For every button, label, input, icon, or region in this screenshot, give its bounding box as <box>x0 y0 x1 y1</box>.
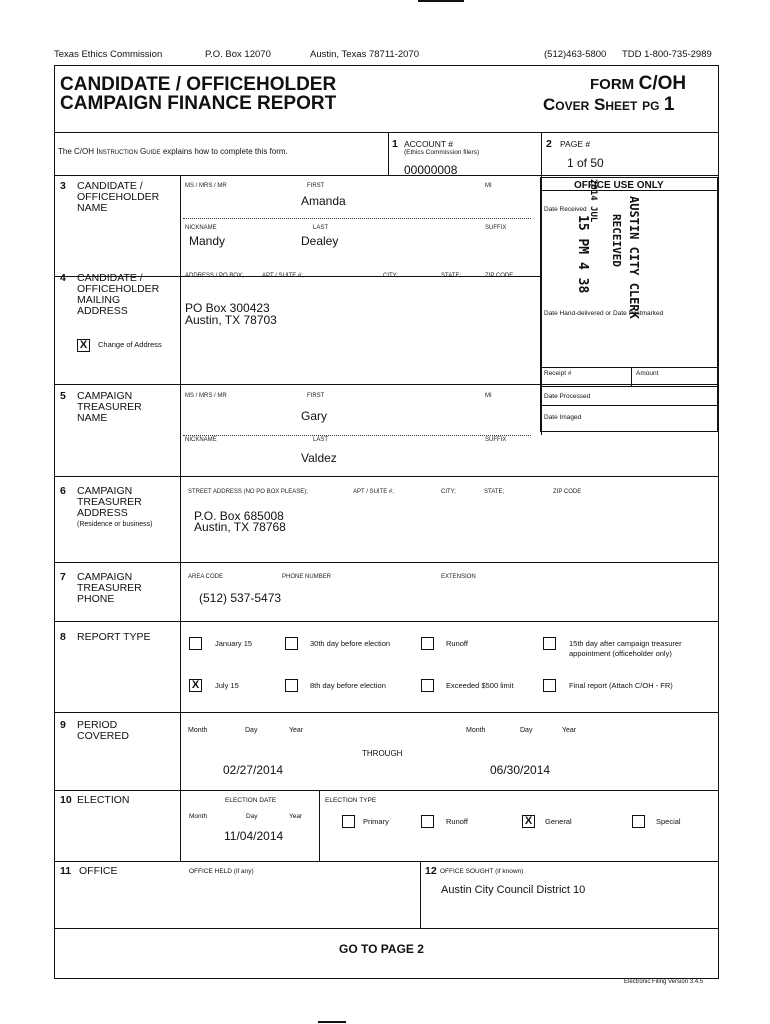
s5-nick-label: NICKNAME <box>185 437 217 443</box>
s5-l3: NAME <box>77 412 108 424</box>
section4-num: 4 <box>60 272 66 284</box>
s7-ext-label: EXTENSION <box>441 574 476 580</box>
exceeded-label: Exceeded $500 limit <box>446 681 514 690</box>
page-value: 1 of 50 <box>567 156 604 170</box>
section7-num: 7 <box>60 571 66 583</box>
s3-first-label: FIRST <box>307 183 325 189</box>
section8-num: 8 <box>60 631 66 643</box>
account-sub: (Ethics Commission filers) <box>404 149 480 156</box>
mailing-address-line1: PO Box 300423 <box>185 301 270 315</box>
s6-zip-label: ZIP CODE <box>553 489 582 495</box>
instruction-suffix: explains how to complete this form. <box>160 147 288 156</box>
form-id <box>590 73 686 95</box>
section10-label: ELECTION <box>77 794 130 806</box>
page-num-label-num: 2 <box>546 138 552 150</box>
election-month-label: Month <box>189 813 208 820</box>
section5-num: 5 <box>60 390 66 402</box>
s6-l1: CAMPAIGN <box>77 485 133 497</box>
instruction-guide: Instruction Guide <box>96 147 161 156</box>
s4-l2: OFFICEHOLDER <box>77 283 160 295</box>
instruction-prefix: The C/OH <box>58 147 95 156</box>
s7-area-label: AREA CODE <box>188 574 224 580</box>
election-year-label: Year <box>289 813 303 820</box>
form-prefix: FORM <box>590 76 635 93</box>
account-label: ACCOUNT # <box>404 139 453 149</box>
s4-apt-label: APT / SUITE #; <box>262 273 303 279</box>
primary-checkbox[interactable] <box>342 815 355 828</box>
jan15-label: January 15 <box>215 639 253 648</box>
day30-checkbox[interactable] <box>285 637 298 650</box>
section3-label <box>77 181 159 214</box>
final-report-label: Final report (Attach C/OH - FR) <box>569 681 673 690</box>
section6-num: 6 <box>60 485 66 497</box>
section3-num: 3 <box>60 180 66 192</box>
s3-ms-label: MS / MRS / MR <box>185 183 227 189</box>
s5-l1: CAMPAIGN <box>77 390 133 402</box>
s4-l4: ADDRESS <box>77 305 128 317</box>
s9-l1: PERIOD <box>77 719 118 731</box>
agency-tdd: TDD 1-800-735-2989 <box>622 49 712 60</box>
special-checkbox[interactable] <box>632 815 645 828</box>
treasurer-address-line1: P.O. Box 685008 <box>194 509 284 523</box>
cover-page-num: 1 <box>663 94 675 115</box>
day30-label: 30th day before election <box>310 639 391 648</box>
election-date: 11/04/2014 <box>224 829 284 843</box>
day15-label-a: 15th day after campaign treasurer <box>569 639 682 648</box>
jan15-checkbox[interactable] <box>189 637 202 650</box>
section11-label: OFFICE <box>79 865 118 877</box>
received-stamp-date: 15 PM 4 38 <box>575 215 590 294</box>
election-date-label: ELECTION DATE <box>225 797 277 804</box>
s7-l3: PHONE <box>77 593 115 605</box>
special-label: Special <box>656 817 681 826</box>
day8-label: 8th day before election <box>310 681 386 690</box>
office-use-title: OFFICE USE ONLY <box>574 180 664 191</box>
agency-name: Texas Ethics Commission <box>54 49 163 60</box>
s7-l2: TREASURER <box>77 582 142 594</box>
s6-l4: (Residence or business) <box>77 521 153 528</box>
election-type-label: ELECTION TYPE <box>325 797 377 804</box>
section10-num: 10 <box>60 794 72 806</box>
s5-last-label: LAST <box>313 437 329 443</box>
general-checkbox[interactable]: X <box>522 815 535 828</box>
runoff-report-checkbox[interactable] <box>421 637 434 650</box>
s4-city-label: CITY; <box>383 273 398 279</box>
runoff-report-label: Runoff <box>446 639 468 648</box>
s7-phone-label: PHONE NUMBER <box>282 574 332 580</box>
primary-label: Primary <box>363 817 389 826</box>
cover-label: Cover Sheet pg <box>543 95 660 114</box>
page-label: PAGE # <box>560 139 591 149</box>
go-to-page-2: GO TO PAGE 2 <box>339 942 424 956</box>
s3-l1: CANDIDATE / <box>77 180 143 192</box>
date-hand-label: Date Hand-delivered or Date Postmarked <box>544 310 664 317</box>
s6-city-label: CITY; <box>441 489 456 495</box>
top-edge-mark <box>418 0 464 2</box>
period-from-date: 02/27/2014 <box>223 763 284 777</box>
s6-l2: TREASURER <box>77 496 142 508</box>
day8-checkbox[interactable] <box>285 679 298 692</box>
agency-pobox: P.O. Box 12070 <box>205 49 271 60</box>
general-label: General <box>545 817 572 826</box>
form-title-line2: CAMPAIGN FINANCE REPORT <box>60 93 337 114</box>
s6-l3: ADDRESS <box>77 507 128 519</box>
received-stamp-label: RECEIVED <box>610 214 623 267</box>
section8-label: REPORT TYPE <box>77 631 151 643</box>
s4-zip-label: ZIP CODE <box>485 273 514 279</box>
s4-state-label: STATE; <box>441 273 462 279</box>
mailing-address-line2: Austin, TX 78703 <box>185 313 277 327</box>
s6-apt-label: APT / SUITE #; <box>353 489 394 495</box>
from-year-label: Year <box>289 727 304 734</box>
s5-first-label: FIRST <box>307 393 325 399</box>
to-day-label: Day <box>520 727 533 734</box>
treasurer-first-name: Gary <box>301 409 328 423</box>
s4-l3: MAILING <box>77 294 121 306</box>
s3-mi-label: MI <box>485 183 492 189</box>
section12-num: 12 <box>425 865 437 877</box>
s5-suffix-label: SUFFIX <box>485 437 507 443</box>
s5-l2: TREASURER <box>77 401 142 413</box>
day15-label-b: appointment (officeholder only) <box>569 649 672 658</box>
form-code: C/OH <box>638 73 687 94</box>
change-of-address-checkbox[interactable]: X <box>77 339 90 352</box>
filing-version: Electronic Filing Version 3.4.5 <box>624 979 704 985</box>
s3-nick-label: NICKNAME <box>185 225 217 231</box>
office-sought: Austin City Council District 10 <box>441 884 586 896</box>
july15-checkbox[interactable]: X <box>189 679 202 692</box>
received-stamp-office: AUSTIN CITY CLERK <box>627 196 641 319</box>
section9-num: 9 <box>60 719 66 731</box>
candidate-nickname: Mandy <box>189 234 226 248</box>
instruction-text <box>58 147 288 156</box>
s5-ms-label: MS / MRS / MR <box>185 393 227 399</box>
through-label: THROUGH <box>362 749 403 758</box>
s6-street-label: STREET ADDRESS (NO PO BOX PLEASE); <box>188 489 308 495</box>
to-year-label: Year <box>562 727 577 734</box>
period-to-date: 06/30/2014 <box>490 763 551 777</box>
s4-l1: CANDIDATE / <box>77 272 143 284</box>
july15-label: July 15 <box>215 681 239 690</box>
from-month-label: Month <box>188 727 208 734</box>
s3-suffix-label: SUFFIX <box>485 225 507 231</box>
day15-checkbox[interactable] <box>543 637 556 650</box>
treasurer-last-name: Valdez <box>301 451 337 465</box>
receipt-label: Receipt # <box>544 370 572 377</box>
amount-label: Amount <box>636 370 659 377</box>
s7-l1: CAMPAIGN <box>77 571 133 583</box>
s3-l2: OFFICEHOLDER <box>77 191 160 203</box>
section7-label <box>77 572 142 605</box>
to-month-label: Month <box>466 727 486 734</box>
cover-sheet <box>543 94 674 116</box>
s3-l3: NAME <box>77 202 108 214</box>
election-day-label: Day <box>246 813 258 820</box>
s3-last-label: LAST <box>313 225 329 231</box>
s4-address-label: ADDRESS / PO BOX; <box>185 273 244 279</box>
section5-label <box>77 391 142 424</box>
s9-l2: COVERED <box>77 730 129 742</box>
s5-mi-label: MI <box>485 393 492 399</box>
section6-label <box>77 486 142 519</box>
runoff-election-checkbox[interactable] <box>421 815 434 828</box>
from-day-label: Day <box>245 727 258 734</box>
candidate-last-name: Dealey <box>301 234 339 248</box>
section4-label <box>77 273 159 317</box>
office-sought-label: OFFICE SOUGHT (if known) <box>440 868 524 875</box>
agency-city: Austin, Texas 78711-2070 <box>310 49 419 60</box>
section9-label <box>77 720 129 742</box>
change-of-address-label: Change of Address <box>98 340 162 349</box>
runoff-election-label: Runoff <box>446 817 468 826</box>
section11-num: 11 <box>60 865 72 877</box>
account-number: 00000008 <box>404 163 458 177</box>
date-processed-label: Date Processed <box>544 393 591 400</box>
bottom-edge-mark <box>318 1021 346 1023</box>
candidate-first-name: Amanda <box>301 194 346 208</box>
exceeded-checkbox[interactable] <box>421 679 434 692</box>
s6-state-label: STATE; <box>484 489 505 495</box>
final-report-checkbox[interactable] <box>543 679 556 692</box>
agency-phone: (512)463-5800 <box>544 49 607 60</box>
treasurer-phone: (512) 537-5473 <box>199 591 282 605</box>
received-stamp-year: 2014 JUL <box>588 179 598 223</box>
date-imaged-label: Date Imaged <box>544 414 582 421</box>
account-num: 1 <box>392 138 398 150</box>
form-title-line1: CANDIDATE / OFFICEHOLDER <box>60 74 337 95</box>
date-received-label: Date Received <box>544 206 587 213</box>
office-held-label: OFFICE HELD (if any) <box>189 868 254 875</box>
treasurer-address-line2: Austin, TX 78768 <box>194 520 286 534</box>
